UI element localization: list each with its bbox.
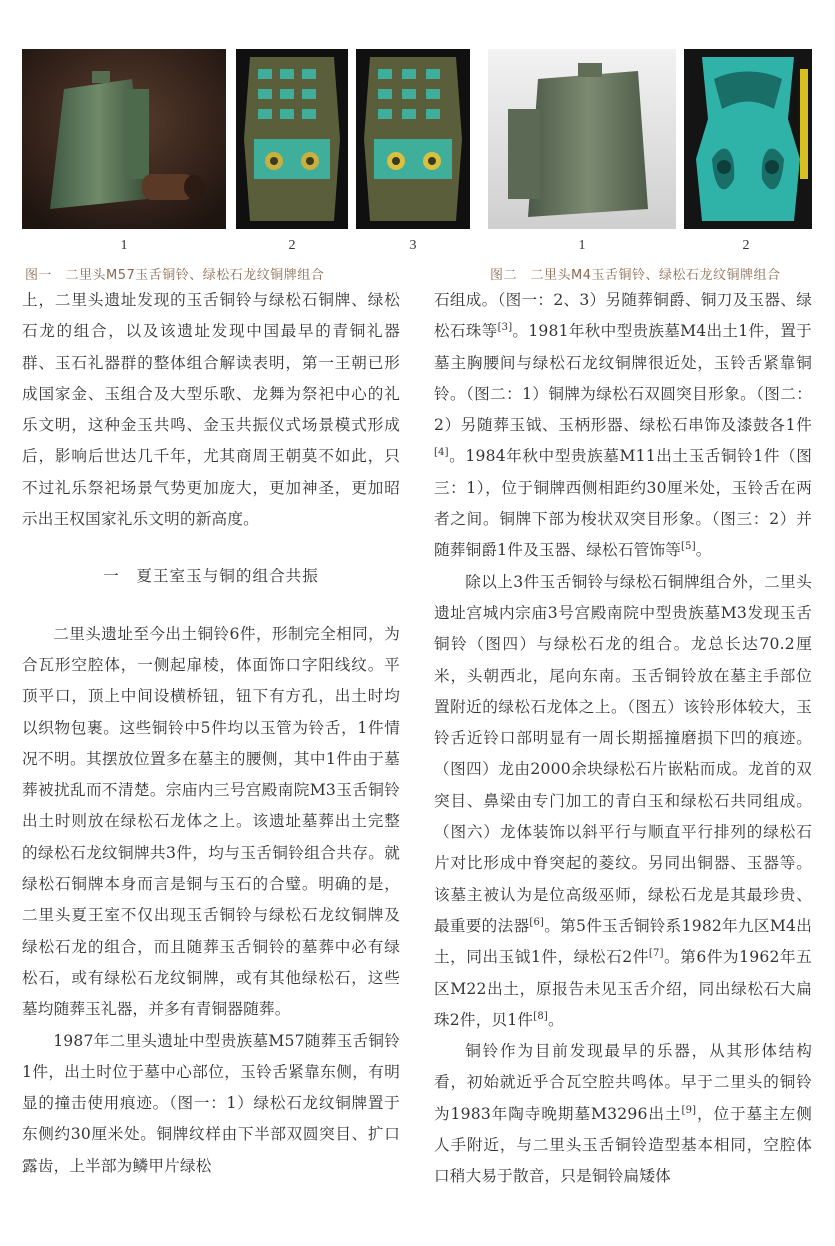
footnote-ref-7[interactable]: [7] xyxy=(648,948,664,960)
footnote-ref-4[interactable]: [4] xyxy=(434,447,449,459)
section-heading: 一 夏王室玉与铜的组合共振 xyxy=(103,567,319,586)
left-paragraph-2: 二里头遗址至今出土铜铃6件，形制完全相同，为合瓦形空腔体，一侧起扉棱，体面饰口字阳线纹。平顶平口，顶上中间设横桥钮，钮下有方孔，出土时均以织物包裹。这些铜铃中5件均以玉管为铃舌，1件情况不明。其摆放位置多在墓主的腰侧，其中1件由于墓葬被扰乱而不清楚。宗庙内三号宫殿南院M3玉舌铜铃出土时则放在绿松石龙体之上。该遗址墓葬出土完整的绿松石龙纹铜牌共3件，均与玉舌铜铃组合共存。就绿松石铜牌本身而言是铜与玉石的合璧。明确的是，二里头夏王室不仅出现玉舌铜铃与绿松石龙纹铜牌及绿松石龙的组合，而且随葬玉舌铜铃的墓葬中必有绿松石，或有绿松石龙纹铜牌，或有其他绿松石，这些墓均随葬玉礼器，并多有青铜器随葬。 xyxy=(22,624,400,1019)
left-column xyxy=(22,285,400,1182)
right-paragraph-3: 铜铃作为目前发现最早的乐器，从其形体结构看，初始就近乎合瓦空腔共鸣体。早于二里头的铜铃为1983年陶寺晚期墓M3296出土[9]，位于墓主左侧人手附近，与二里头玉舌铜铃造型基本相同，空腔体口稍大易于散音，只是铜铃扁矮体 xyxy=(434,1042,812,1186)
figure2-number-2: 2 xyxy=(742,238,750,253)
footnote-ref-9[interactable]: [9] xyxy=(681,1104,697,1116)
footnote-ref-8[interactable]: [8] xyxy=(533,1010,548,1022)
photo-bronze-bell-m57 xyxy=(22,49,226,229)
left-paragraph-1: 上，二里头遗址发现的玉舌铜铃与绿松石铜牌、绿松石龙的组合，以及该遗址发现中国最早的青铜礼器群、玉石礼器群的整体组合解读表明，第一王朝已形成国家金、玉组合及大型乐歌、龙舞为祭祀中心的礼乐文明，这种金玉共鸣、金玉共振仪式场景模式形成后，影响后世达几千年，尤其商周王朝莫不如此，只不过礼乐祭祀场景气势更加庞大，更加神圣，更加昭示出王权国家礼乐文明的新高度。 xyxy=(22,291,400,529)
footnote-ref-5[interactable]: [5] xyxy=(681,541,696,553)
figure2-number-1: 1 xyxy=(578,238,586,253)
right-paragraph-1: 石组成。（图一：2、3）另随葬铜爵、铜刀及玉器、绿松石珠等[3]。1981年秋中型贵族墓M4出土1件，置于墓主胸腰间与绿松石龙纹铜牌很近处，玉铃舌紧靠铜铃。（图二：1）铜牌为绿松石双圆突目形象。（图二：2）另随葬玉钺、玉柄形器、绿松石串饰及漆鼓各1件[4]。1984年秋中型贵族墓M11出土玉舌铜铃1件（图三：1），位于铜牌西侧相距约30厘米处，玉铃舌在两者之间。铜牌下部为梭状双突目形象。（图三：2）并随葬铜爵1件及玉器、绿松石管饰等[5]。 xyxy=(434,291,812,560)
footnote-ref-3[interactable]: [3] xyxy=(497,322,513,334)
photo-turquoise-plaque-m57-front xyxy=(236,49,348,229)
figure1-caption: 图一 二里头M57玉舌铜铃、绿松石龙纹铜牌组合 xyxy=(25,268,325,283)
figure2-caption: 图二 二里头M4玉舌铜铃、绿松石龙纹铜牌组合 xyxy=(490,268,781,283)
right-paragraph-2: 除以上3件玉舌铜铃与绿松石铜牌组合外，二里头遗址宫城内宗庙3号宫殿南院中型贵族墓M3发现玉舌铜铃（图四）与绿松石龙的组合。龙总长达70.2厘米，头朝西北，尾向东南。玉舌铜铃放在墓主手部位置附近的绿松石龙体之上。（图五）该铃形体较大，玉铃舌近铃口部明显有一周长期摇撞磨损下凹的痕迹。（图四）龙由2000余块绿松石片嵌粘而成。龙首的双突目、鼻梁由专门加工的青白玉和绿松石共同组成。（图六）龙体装饰以斜平行与顺直平行排列的绿松石片对比形成中脊突起的菱纹。另同出铜器、玉器等。该墓主被认为是位高级巫师，绿松石龙是其最珍贵、最重要的法器[6]。第5件玉舌铜铃系1982年九区M4出土，同出玉钺1件，绿松石2件[7]。第6件为1962年五区M22出土，原报告未见玉舌介绍，同出绿松石大扁珠2件，贝1件[8]。 xyxy=(434,572,813,1029)
photo-turquoise-plaque-m57-back xyxy=(356,49,470,229)
figure1-number-1: 1 xyxy=(120,238,128,253)
right-column xyxy=(434,285,812,1193)
figure1-number-2: 2 xyxy=(288,238,296,253)
left-paragraph-3: 1987年二里头遗址中型贵族墓M57随葬玉舌铜铃1件，出土时位于墓中心部位，玉铃舌紧靠东侧，有明显的撞击使用痕迹。（图一：1）绿松石龙纹铜牌置于东侧约30厘米处。铜牌纹样由下半部双圆突目、扩口露齿，上半部为鳞甲片绿松 xyxy=(22,1031,400,1175)
figure1-number-3: 3 xyxy=(409,238,417,253)
photo-turquoise-plaque-m4 xyxy=(684,49,812,229)
footnote-ref-6[interactable]: [6] xyxy=(529,916,545,928)
photo-bronze-bell-m4 xyxy=(488,49,676,229)
